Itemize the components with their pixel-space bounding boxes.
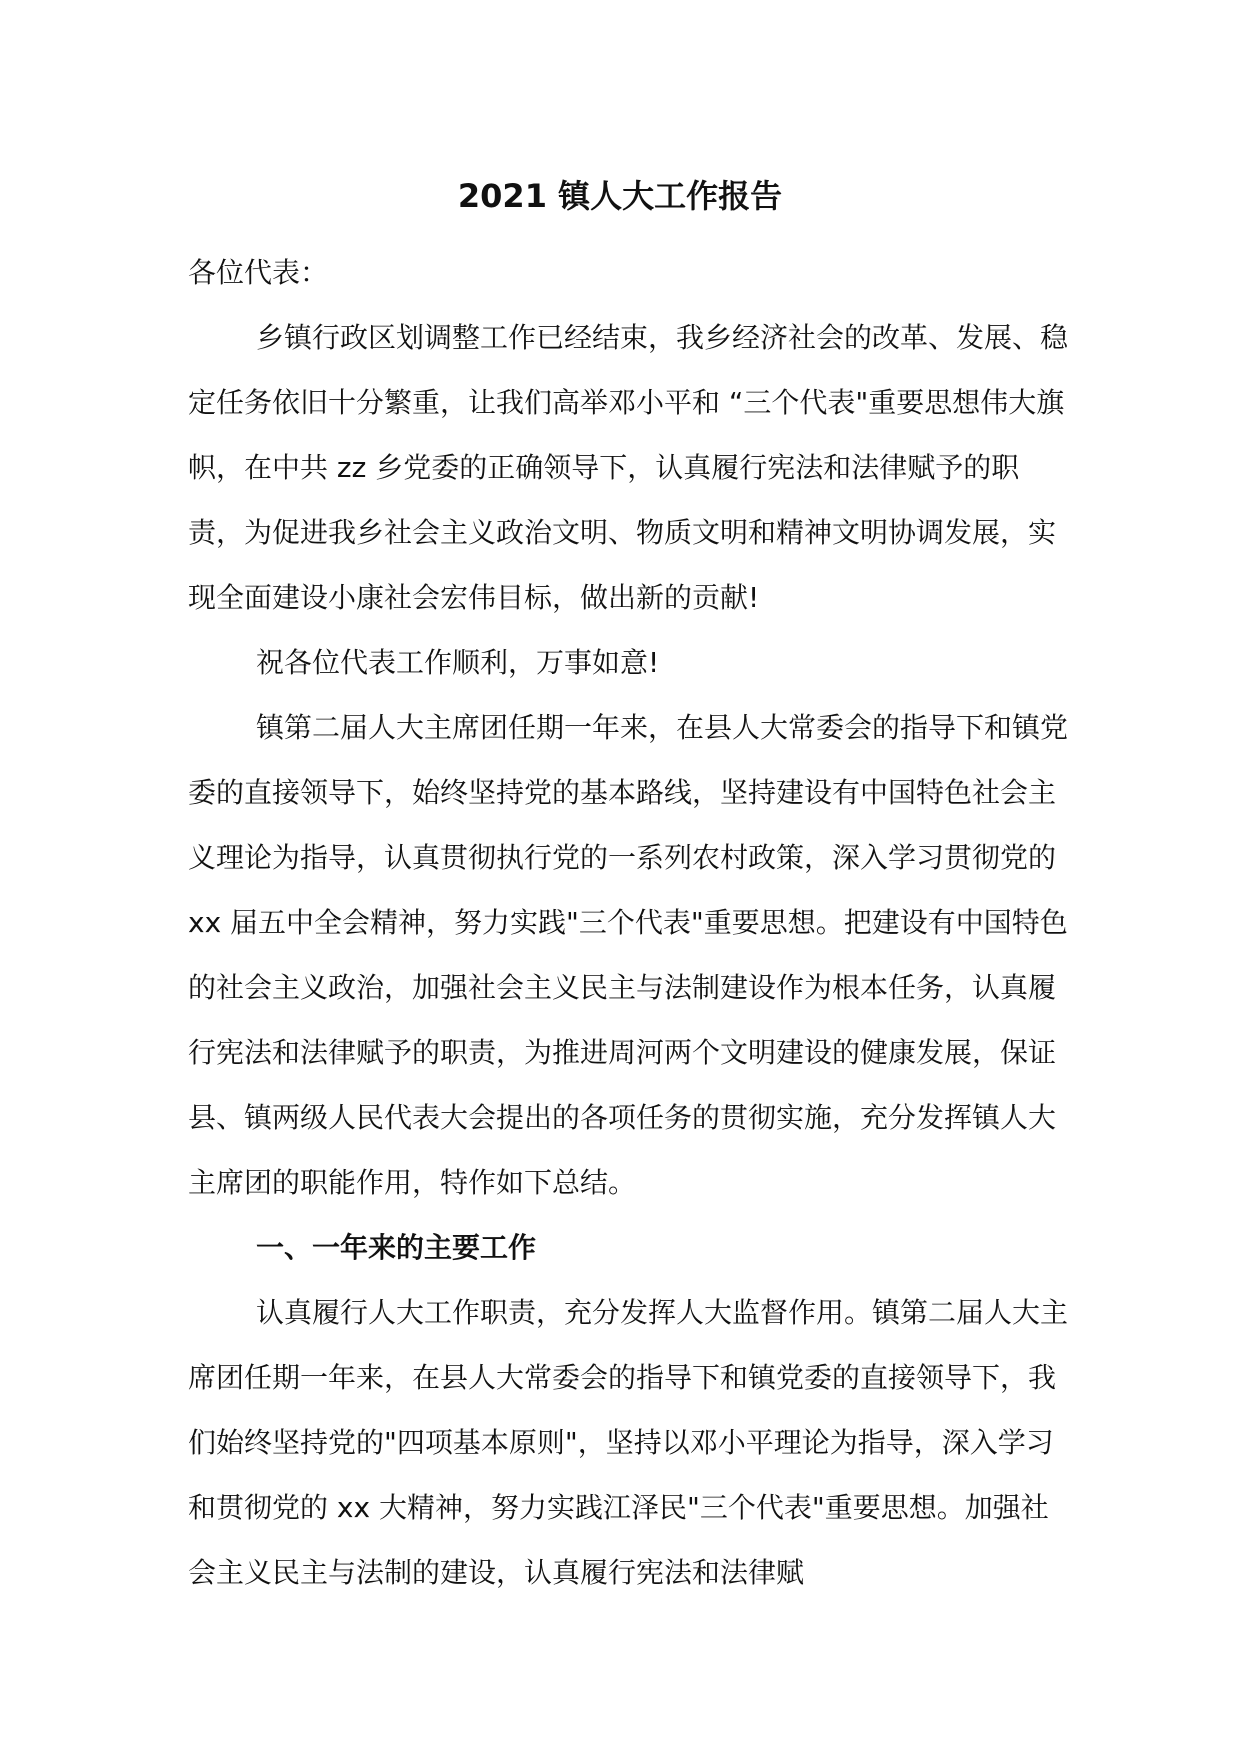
- paragraph-section-one: 认真履行人大工作职责，充分发挥人大监督作用。镇第二届人大主席团任期一年来，在县人大常委会的指导下和镇党委的直接领导下，我们始终坚持党的"四项基本原则"，坚持以邓小平理论为指导，深入学习和贯彻党的 xx 大精神，努力实践江泽民"三个代表"重要思想。加强社会主义民主与法制的建设，认真履行宪法和法律赋: [188, 1296, 1069, 1589]
- paragraph-intro: 乡镇行政区划调整工作已经结束，我乡经济社会的改革、发展、稳定任务依旧十分繁重，让我们高举邓小平和 “三个代表"重要思想伟大旗帜，在中共 zz 乡党委的正确领导下，认真履行宪法和法律赋予的职责，为促进我乡社会主义政治文明、物质文明和精神文明协调发展，实现全面建设小康社会宏伟目标，做出新的贡献!: [188, 321, 1069, 614]
- paragraph-summary: 镇第二届人大主席团任期一年来，在县人大常委会的指导下和镇党委的直接领导下，始终坚持党的基本路线，坚持建设有中国特色社会主义理论为指导，认真贯彻执行党的一系列农村政策，深入学习贯彻党的 xx 届五中全会精神，努力实践"三个代表"重要思想。把建设有中国特色的社会主义政治，加强社会主义民主与法制建设作为根本任务，认真履行宪法和法律赋予的职责，为推进周河两个文明建设的健康发展，保证县、镇两级人民代表大会提出的各项任务的贯彻实施，充分发挥镇人大主席团的职能作用，特作如下总结。: [188, 711, 1069, 1199]
- paragraph-wishes: 祝各位代表工作顺利，万事如意!: [256, 646, 660, 679]
- salutation: 各位代表：: [188, 256, 329, 289]
- document-body: [188, 240, 1068, 1605]
- document-title: 2021 镇人大工作报告: [457, 177, 783, 215]
- section-heading: 一、一年来的主要工作: [256, 1231, 537, 1264]
